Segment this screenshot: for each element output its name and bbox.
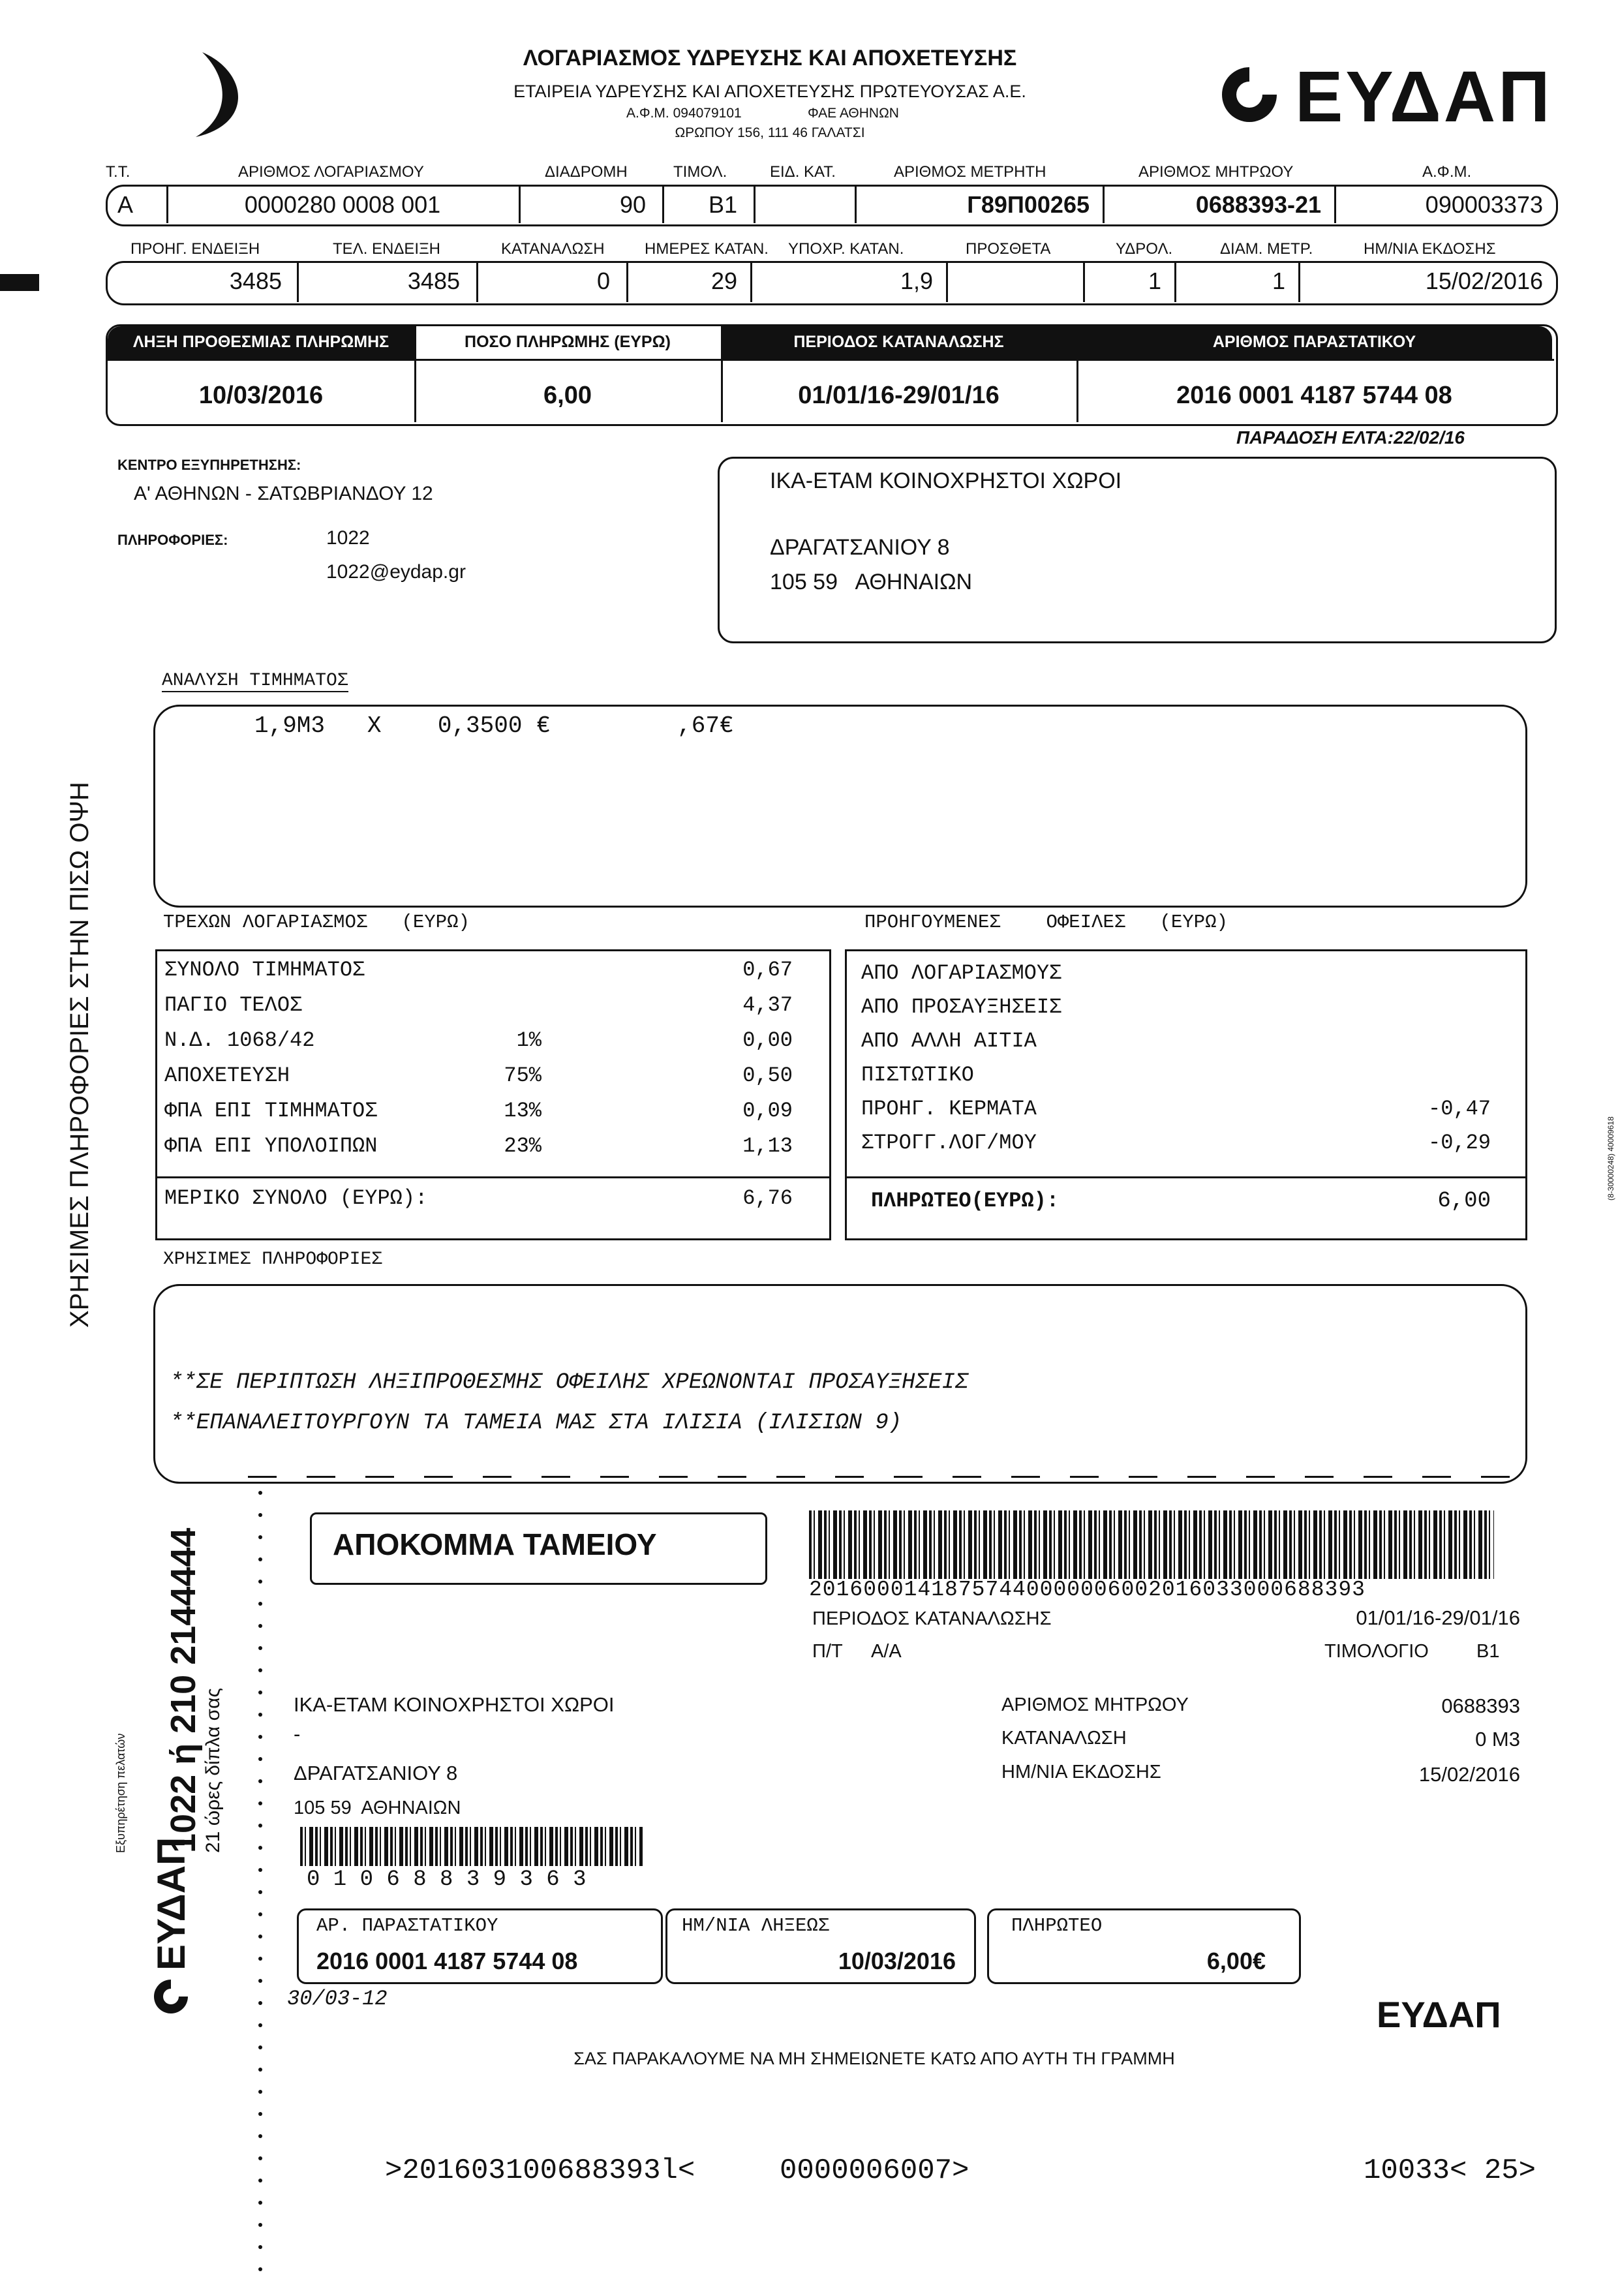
previous-row-label: ΑΠΟ ΑΛΛΗ ΑΙΤΙΑ xyxy=(861,1029,1037,1053)
previous-row-value: -0,47 xyxy=(1427,1097,1491,1121)
previous-row-label: ΠΙΣΤΩΤΙΚΟ xyxy=(861,1063,974,1087)
bill-title: ΛΟΓΑΡΙΑΣΜΟΣ ΥΔΡΕΥΣΗΣ ΚΑΙ ΑΠΟΧΕΤΕΥΣΗΣ xyxy=(523,46,1017,70)
value-final-reading: 3485 xyxy=(407,268,460,294)
perforation-dot xyxy=(258,1580,262,1584)
separator-dash xyxy=(1246,1476,1275,1478)
perforation-dot xyxy=(258,1890,262,1894)
label-meter-number: ΑΡΙΘΜΟΣ ΜΕΤΡΗΤΗ xyxy=(894,163,1046,181)
label-route: ΔΙΑΔΡΟΜΗ xyxy=(545,163,628,181)
stub-doc-label: ΑΡ. ΠΑΡΑΣΤΑΤΙΚΟΥ xyxy=(316,1915,498,1936)
label-tt: Τ.Τ. xyxy=(106,163,130,181)
label-special-category: ΕΙΔ. ΚΑΤ. xyxy=(770,163,836,181)
stub-side-phone: 1022 ή 210 2144444 xyxy=(164,1527,203,1853)
current-row-label: ΣΥΝΟΛΟ ΤΙΜΗΜΑΤΟΣ xyxy=(164,958,365,982)
stub-registry-value: 0688393 xyxy=(1441,1694,1520,1717)
cash-receipt-title: ΑΠΟΚΟΜΜΑ ΤΑΜΕΙΟΥ xyxy=(333,1527,657,1561)
value-issue-date: 15/02/2016 xyxy=(1425,268,1543,294)
stub-payable-label: ΠΛΗΡΩΤΕΟ xyxy=(1011,1915,1103,1936)
label-document-number: ΑΡΙΘΜΟΣ ΠΑΡΑΣΤΑΤΙΚΟΥ xyxy=(1212,333,1416,351)
label-final-reading: ΤΕΛ. ΕΝΔΕΙΞΗ xyxy=(333,240,441,258)
stub-payable-value: 6,00€ xyxy=(1206,1948,1266,1974)
stub-consumption-label: ΚΑΤΑΝΑΛΩΣΗ xyxy=(1001,1728,1127,1749)
perforation-dot xyxy=(258,1935,262,1938)
value-hydrol: 1 xyxy=(1148,268,1161,294)
current-account-title: ΤΡΕΧΩΝ ΛΟΓΑΡΙΑΣΜΟΣ (ΕΥΡΩ) xyxy=(163,911,470,933)
perforation-dot xyxy=(258,1535,262,1539)
separator-dash xyxy=(1422,1476,1451,1478)
stub-side-service: Εξυπηρέτηση πελατών xyxy=(114,1733,127,1853)
value-due-date: 10/03/2016 xyxy=(198,382,324,409)
current-row-value: 0,67 xyxy=(742,958,793,982)
current-row-label: ΠΑΓΙΟ ΤΕΛΟΣ xyxy=(164,993,303,1017)
separator-dash xyxy=(718,1476,746,1478)
stub-recipient-city: 105 59 ΑΘΗΝΑΙΩΝ xyxy=(294,1798,461,1818)
stub-period-value: 01/01/16-29/01/16 xyxy=(1356,1606,1520,1629)
perforation-dot xyxy=(258,1979,262,1983)
info-email: 1022@eydap.gr xyxy=(326,561,466,583)
info-phone: 1022 xyxy=(326,527,370,549)
value-meter-number: Γ89Π00265 xyxy=(967,191,1090,218)
value-prev-reading: 3485 xyxy=(229,268,282,294)
value-afm: 090003373 xyxy=(1425,191,1543,218)
stub-side-hours: 21 ώρες δίπλα σας xyxy=(202,1688,224,1853)
separator-dash xyxy=(894,1476,923,1478)
perforation-dot xyxy=(258,2134,262,2138)
stub-brand: ΕΥΔΑΠ xyxy=(1377,1994,1501,2035)
label-consumption: ΚΑΤΑΝΑΛΩΣΗ xyxy=(501,240,605,258)
label-hydrol: ΥΔΡΟΛ. xyxy=(1116,240,1173,258)
perforation-dot xyxy=(258,1713,262,1717)
perforation-dot xyxy=(258,1824,262,1828)
separator-dash xyxy=(1481,1476,1510,1478)
stub-recipient-street: ΔΡΑΓΑΤΣΑΝΙΟΥ 8 xyxy=(294,1762,458,1784)
label-prev-reading: ΠΡΟΗΓ. ΕΝΔΕΙΞΗ xyxy=(130,240,260,258)
label-consumption-days: ΗΜΕΡΕΣ ΚΑΤΑΝ. xyxy=(645,240,769,258)
perforation-dot xyxy=(258,2090,262,2094)
service-center-value: Α' ΑΘΗΝΩΝ - ΣΑΤΩΒΡΙΑΝΔΟΥ 12 xyxy=(134,483,433,504)
perforation-dot xyxy=(258,1735,262,1739)
delivery-note: ΠΑΡΑΔΟΣΗ ΕΛΤΑ:22/02/16 xyxy=(1236,427,1465,448)
separator-dash xyxy=(1305,1476,1334,1478)
separator-dash xyxy=(1070,1476,1099,1478)
label-obligatory-consumption: ΥΠΟΧΡ. ΚΑΤΑΝ. xyxy=(788,240,904,258)
company-afm: Α.Φ.Μ. 094079101 xyxy=(626,106,742,121)
value-obligatory-consumption: 1,9 xyxy=(900,268,933,294)
company-doy: ΦΑΕ ΑΘΗΝΩΝ xyxy=(808,106,899,121)
payable-value: 6,00 xyxy=(1437,1189,1491,1214)
separator-dash xyxy=(542,1476,570,1478)
perforation-dot xyxy=(258,2223,262,2227)
separator-dash xyxy=(1364,1476,1392,1478)
stub-logo-icon xyxy=(151,1977,191,2016)
perforation-dot xyxy=(258,1801,262,1805)
perforation-dot xyxy=(258,1646,262,1650)
label-payment-amount: ΠΟΣΟ ΠΛΗΡΩΜΗΣ (ΕΥΡΩ) xyxy=(465,333,671,351)
side-info-text: ΧΡΗΣΙΜΕΣ ΠΛΗΡΟΦΟΡΙΕΣ ΣΤΗΝ ΠΙΣΩ ΟΨΗ xyxy=(65,782,94,1328)
registry-barcode-digits: 0 1 0 6 8 8 3 9 3 6 3 xyxy=(307,1867,587,1892)
separator-dash xyxy=(776,1476,805,1478)
separator-dash xyxy=(307,1476,335,1478)
label-afm: Α.Φ.Μ. xyxy=(1422,163,1472,181)
label-account-number: ΑΡΙΘΜΟΣ ΛΟΓΑΡΙΑΣΜΟΥ xyxy=(238,163,424,181)
current-row-pct: 1% xyxy=(516,1028,542,1052)
label-meter-diameter: ΔΙΑΜ. ΜΕΤΡ. xyxy=(1220,240,1313,258)
swirl-logo-icon xyxy=(176,46,254,144)
perforation-dot xyxy=(258,1846,262,1850)
barcode-digits: 20160001418757440000006002016033000688393 xyxy=(809,1578,1366,1602)
stub-issue-value: 15/02/2016 xyxy=(1418,1763,1520,1786)
current-row-pct: 75% xyxy=(504,1064,542,1088)
stub-issue-label: ΗΜ/ΝΙΑ ΕΚΔΟΣΗΣ xyxy=(1001,1762,1161,1783)
perforation-dot xyxy=(258,2156,262,2160)
perforation-dot xyxy=(258,2201,262,2205)
current-row-label: ΦΠΑ ΕΠΙ ΤΙΜΗΜΑΤΟΣ xyxy=(164,1099,378,1123)
separator-dash xyxy=(953,1476,981,1478)
previous-row-label: ΣΤΡΟΓΓ.ΛΟΓ/ΜΟΥ xyxy=(861,1131,1037,1155)
stub-period-label: ΠΕΡΙΟΔΟΣ ΚΑΤΑΝΑΛΩΣΗΣ xyxy=(812,1608,1052,1629)
subtotal-value: 6,76 xyxy=(742,1186,793,1210)
stub-code: 30/03-12 xyxy=(287,1987,388,2011)
stub-consumption-value: 0 Μ3 xyxy=(1475,1728,1520,1751)
no-write-notice: ΣΑΣ ΠΑΡΑΚΑΛΟΥΜΕ ΝΑ ΜΗ ΣΗΜΕΙΩΝΕΤΕ ΚΑΤΩ ΑΠΟ ΑΥΤΗ ΤΗ ΓΡΑΜΜΗ xyxy=(573,2049,1175,2068)
useful-info-title: ΧΡΗΣΙΜΕΣ ΠΛΗΡΟΦΟΡΙΕΣ xyxy=(163,1249,383,1270)
stub-tariff-value: Β1 xyxy=(1476,1641,1500,1662)
side-code: (8-30000248) 40009618 xyxy=(1606,1116,1615,1201)
eydap-logo-text: ΕΥΔΑΠ xyxy=(1295,57,1553,137)
company-name: ΕΤΑΙΡΕΙΑ ΥΔΡΕΥΣΗΣ ΚΑΙ ΑΠΟΧΕΤΕΥΣΗΣ ΠΡΩΤΕΥΟΥΣΑΣ Α.Ε. xyxy=(513,82,1026,101)
current-row-value: 4,37 xyxy=(742,993,793,1017)
current-row-value: 0,50 xyxy=(742,1064,793,1088)
current-row-value: 0,00 xyxy=(742,1028,793,1052)
perforation-dot xyxy=(258,2001,262,2005)
perforation-dot xyxy=(258,1602,262,1606)
perforation-dot xyxy=(258,1668,262,1672)
useful-line-1: **ΣΕ ΠΕΡΙΠΤΩΣΗ ΛΗΞΙΠΡΟΘΕΣΜΗΣ ΟΦΕΙΛΗΣ ΧΡΕΩΝΟΝΤΑΙ ΠΡΟΣΑΥΞΗΣΕΙΣ xyxy=(170,1370,969,1395)
perforation-dot xyxy=(258,1868,262,1872)
stub-recipient-name: ΙΚΑ-ΕΤΑΜ ΚΟΙΝΟΧΡΗΣΤΟΙ ΧΩΡΟΙ xyxy=(294,1693,615,1716)
separator-dash xyxy=(600,1476,629,1478)
value-document-number: 2016 0001 4187 5744 08 xyxy=(1176,382,1452,409)
value-registry-number: 0688393-21 xyxy=(1195,191,1321,218)
perforation-dot xyxy=(258,1912,262,1916)
perforation-dot xyxy=(258,2045,262,2049)
perforation-dot xyxy=(258,2267,262,2271)
perforation-dot xyxy=(258,1691,262,1694)
separator-dash xyxy=(1187,1476,1216,1478)
stub-due-value: 10/03/2016 xyxy=(838,1948,956,1974)
label-consumption-period: ΠΕΡΙΟΔΟΣ ΚΑΤΑΝΑΛΩΣΗΣ xyxy=(793,333,1004,351)
current-row-value: 1,13 xyxy=(742,1134,793,1158)
company-address: ΩΡΩΠΟΥ 156, 111 46 ΓΑΛΑΤΣΙ xyxy=(675,125,865,140)
registry-barcode xyxy=(300,1827,643,1866)
separator-dash xyxy=(424,1476,453,1478)
value-account-number: 0000280 0008 001 xyxy=(244,191,441,218)
analysis-title: ΑΝΑΛΥΣΗ ΤΙΜΗΜΑΤΟΣ xyxy=(162,671,348,691)
value-route: 90 xyxy=(619,191,646,218)
perforation-dot xyxy=(258,1513,262,1517)
current-row-pct: 13% xyxy=(504,1099,542,1123)
perforation-dot xyxy=(258,1624,262,1628)
previous-row-label: ΠΡΟΗΓ. ΚΕΡΜΑΤΑ xyxy=(861,1097,1037,1121)
current-row-pct: 23% xyxy=(504,1134,542,1158)
stub-recipient-dash: - xyxy=(294,1722,301,1745)
stub-due-label: ΗΜ/ΝΙΑ ΛΗΞΕΩΣ xyxy=(682,1915,830,1936)
value-tt: Α xyxy=(117,191,134,218)
value-consumption-days: 29 xyxy=(710,268,737,294)
payable-label: ΠΛΗΡΩΤΕΟ(ΕΥΡΩ): xyxy=(871,1189,1060,1213)
subtotal-label: ΜΕΡΙΚΟ ΣΥΝΟΛΟ (ΕΥΡΩ): xyxy=(164,1186,428,1210)
label-extras: ΠΡΟΣΘΕΤΑ xyxy=(966,240,1051,258)
value-consumption: 0 xyxy=(596,268,610,294)
stub-pt-value: Α/Α xyxy=(871,1641,902,1662)
perforation-dot xyxy=(258,2023,262,2027)
label-issue-date: ΗΜ/ΝΙΑ ΕΚΔΟΣΗΣ xyxy=(1364,240,1496,258)
perforation-dot xyxy=(258,2245,262,2249)
stub-side-logo: ΕΥΔΑΠ xyxy=(149,1837,193,1970)
separator-dash xyxy=(365,1476,394,1478)
eydap-logo-icon xyxy=(1217,62,1282,127)
recipient-street: ΔΡΑΓΑΤΣΑΝΙΟΥ 8 xyxy=(770,535,950,560)
stub-pt-label: Π/Τ xyxy=(812,1641,843,1662)
separator-dash xyxy=(1011,1476,1040,1478)
payment-barcode xyxy=(809,1510,1494,1579)
value-tariff: Β1 xyxy=(708,191,737,218)
recipient-city: 105 59 ΑΘΗΝΑΙΩΝ xyxy=(770,570,973,594)
separator-dash xyxy=(659,1476,688,1478)
current-row-label: ΑΠΟΧΕΤΕΥΣΗ xyxy=(164,1064,290,1088)
stub-tariff-label: ΤΙΜΟΛΟΓΙΟ xyxy=(1324,1641,1429,1662)
separator-dash xyxy=(1129,1476,1157,1478)
previous-row-label: ΑΠΟ ΛΟΓΑΡΙΑΣΜΟΥΣ xyxy=(861,961,1062,985)
current-row-label: ΦΠΑ ΕΠΙ ΥΠΟΛΟΙΠΩΝ xyxy=(164,1134,378,1158)
separator-dash xyxy=(835,1476,864,1478)
recipient-name: ΙΚΑ-ΕΤΑΜ ΚΟΙΝΟΧΡΗΣΤΟΙ ΧΩΡΟΙ xyxy=(770,468,1122,493)
analysis-line: 1,9Μ3 Χ 0,3500 € ,67€ xyxy=(254,712,734,739)
previous-debts-title: ΠΡΟΗΓΟΥΜΕΝΕΣ ΟΦΕΙΛΕΣ (ΕΥΡΩ) xyxy=(864,911,1228,933)
label-due-date: ΛΗΞΗ ΠΡΟΘΕΣΜΙΑΣ ΠΛΗΡΩΜΗΣ xyxy=(132,333,389,351)
perforation-dot xyxy=(258,2179,262,2182)
perforation-dot xyxy=(258,1757,262,1761)
ocr-line-2: 0000006007> xyxy=(780,2154,969,2187)
stub-registry-label: ΑΡΙΘΜΟΣ ΜΗΤΡΩΟΥ xyxy=(1001,1694,1189,1715)
separator-dash xyxy=(483,1476,511,1478)
ocr-line-1: >201603100688393l< xyxy=(385,2154,695,2187)
label-registry-number: ΑΡΙΘΜΟΣ ΜΗΤΡΩΟΥ xyxy=(1138,163,1294,181)
perforation-dot xyxy=(258,1557,262,1561)
value-payment-amount: 6,00 xyxy=(543,382,592,409)
perforation-dot xyxy=(258,1779,262,1783)
perforation-dot xyxy=(258,2068,262,2072)
service-center-label: ΚΕΝΤΡΟ ΕΞΥΠΗΡΕΤΗΣΗΣ: xyxy=(117,457,301,473)
perforation-dot xyxy=(258,1957,262,1961)
perforation-dot xyxy=(258,2112,262,2116)
label-tariff: ΤΙΜΟΛ. xyxy=(673,163,727,181)
stub-doc-value: 2016 0001 4187 5744 08 xyxy=(316,1948,578,1974)
current-row-value: 0,09 xyxy=(742,1099,793,1123)
ocr-line-3: 10033< 25> xyxy=(1364,2154,1536,2187)
previous-row-value: -0,29 xyxy=(1427,1131,1491,1155)
info-label: ΠΛΗΡΟΦΟΡΙΕΣ: xyxy=(117,532,228,548)
perforation-dot xyxy=(258,1491,262,1495)
useful-line-2: **ΕΠΑΝΑΛΕΙΤΟΥΡΓΟΥΝ ΤΑ ΤΑΜΕΙΑ ΜΑΣ ΣΤΑ ΙΛΙΣΙΑ (ΙΛΙΣΙΩΝ 9) xyxy=(170,1411,902,1435)
separator-dash xyxy=(248,1476,277,1478)
previous-row-label: ΑΠΟ ΠΡΟΣΑΥΞΗΣΕΙΣ xyxy=(861,995,1062,1019)
value-meter-diameter: 1 xyxy=(1272,268,1285,294)
value-consumption-period: 01/01/16-29/01/16 xyxy=(798,382,1000,409)
current-row-label: Ν.Δ. 1068/42 xyxy=(164,1028,315,1052)
